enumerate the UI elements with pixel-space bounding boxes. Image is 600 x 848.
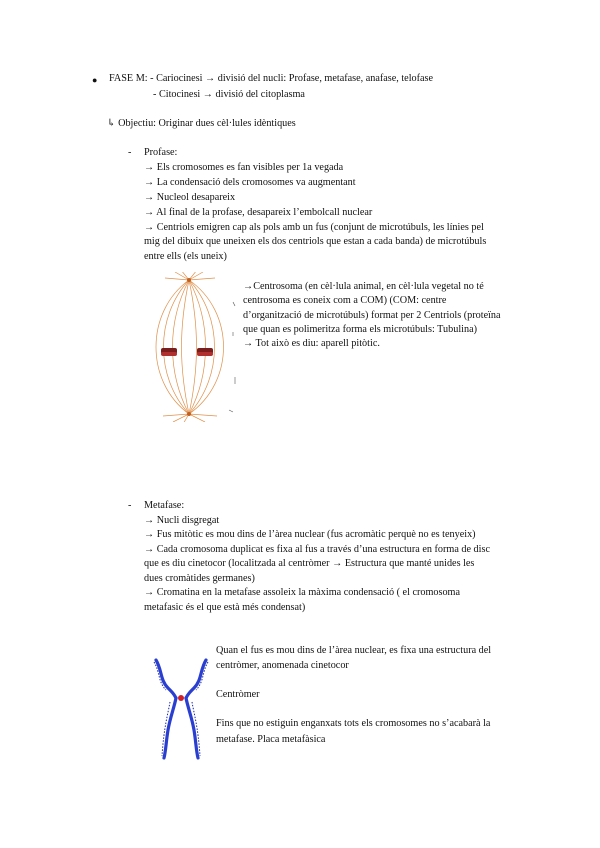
profase-item: → Centriols emigren cap als pols amb un fus (conjunt de microtúbuls, les línies pel bbox=[144, 222, 484, 233]
profase-item: → La condensació dels cromosomes va augmentant bbox=[144, 177, 356, 188]
cytokinesis-line: - Citocinesi → divisió del citoplasma bbox=[153, 89, 305, 100]
metafase-item: → Fus mitòtic es mou dins de l’àrea nuclear (fus acromàtic perquè no es tenyeix) bbox=[144, 529, 476, 540]
centrosome-note: centrosoma es coneix com a COM) (COM: centre bbox=[243, 295, 447, 306]
metafase-item: → Cromatina en la metafase assoleix la màxima condensació ( el cromosoma bbox=[144, 587, 460, 598]
profase-item: → Al final de la profase, desapareix l’embolcall nuclear bbox=[144, 207, 373, 218]
metaphase-chromosome-illustration bbox=[150, 656, 212, 762]
metaphase-plate-note: Fins que no estiguin enganxats tots els cromosomes no s’acabarà la bbox=[216, 718, 491, 729]
kinetochore-note: Quan el fus es mou dins de l’àrea nuclear, es fixa una estructura del bbox=[216, 645, 492, 656]
profase-item: entre ells (els uneix) bbox=[144, 251, 227, 262]
profase-item: mig del dibuix que uneixen els dos centriols que estan a cada banda) de microtúbuls bbox=[144, 236, 487, 247]
mitotic-spindle-illustration bbox=[145, 272, 240, 422]
kinetochore-note: centròmer, anomenada cinetocor bbox=[216, 660, 349, 671]
objective-line: ↳ Objectiu: Originar dues cèl·lules idèntiques bbox=[107, 118, 296, 129]
centrosome-note: → Tot això es diu: aparell pitòtic. bbox=[243, 338, 380, 349]
metafase-title: Metafase: bbox=[144, 500, 185, 511]
centrosome-note: d’organització de microtúbuls) format per 2 Centriols (proteïna bbox=[243, 310, 501, 321]
profase-item: → Els cromosomes es fan visibles per 1a vegada bbox=[144, 162, 344, 173]
profase-dash: - bbox=[128, 147, 132, 158]
phase-m-line: FASE M: - Cariocinesi → divisió del nucli: Profase, metafase, anafase, telofase bbox=[109, 73, 434, 84]
metaphase-plate-note: metafase. Placa metafàsica bbox=[216, 734, 326, 745]
list-bullet: ● bbox=[92, 75, 98, 85]
metafase-dash: - bbox=[128, 500, 132, 511]
centrosome-note: →Centrosoma (en cèl·lula animal, en cèl·lula vegetal no té bbox=[243, 281, 484, 292]
profase-title: Profase: bbox=[144, 147, 178, 158]
metafase-item: → Nucli disgregat bbox=[144, 515, 220, 526]
metafase-item: → Cada cromosoma duplicat es fixa al fus a través d’una estructura en forma de disc bbox=[144, 544, 490, 555]
metafase-item: metafasic és el que està més condensat) bbox=[144, 602, 306, 613]
metafase-item: que es diu cinetocor (localitzada al centròmer → Estructura que manté unides les bbox=[144, 558, 475, 569]
metafase-item: dues cromàtides germanes) bbox=[144, 573, 255, 584]
centrosome-note: que quan es polimeritza forma els microtúbuls: Tubulina) bbox=[243, 324, 477, 335]
profase-item: → Nucleol desapareix bbox=[144, 192, 236, 203]
centromere-label: Centròmer bbox=[216, 689, 260, 700]
